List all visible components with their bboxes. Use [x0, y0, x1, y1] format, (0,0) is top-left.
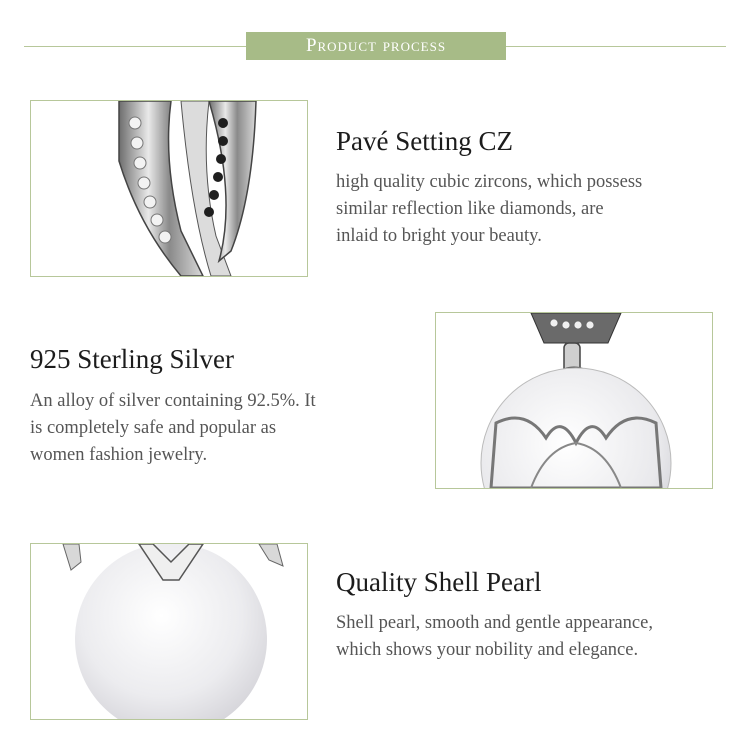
desc-line: similar reflection like diamonds, are — [336, 199, 604, 219]
feature-desc-pearl — [336, 610, 736, 664]
feature-desc-pave — [336, 169, 726, 250]
desc-line: which shows your nobility and elegance. — [336, 640, 639, 660]
desc-line: high quality cubic zircons, which possess — [336, 172, 643, 192]
pave-ring-image — [30, 100, 308, 277]
desc-line: women fashion jewelry. — [30, 445, 208, 465]
desc-line: An alloy of silver containing 92.5%. It — [30, 391, 316, 411]
header-divider-left — [24, 46, 246, 47]
desc-line: Shell pearl, smooth and gentle appearance, — [336, 613, 653, 633]
feature-title-pave: Pavé Setting CZ — [336, 126, 513, 156]
pave-ring-illustration — [31, 101, 307, 276]
shell-pearl-illustration — [31, 544, 307, 719]
desc-line: is completely safe and popular as — [30, 418, 277, 438]
feature-desc-silver — [30, 388, 400, 469]
header-divider-right — [506, 46, 726, 47]
desc-line: inlaid to bright your beauty. — [336, 226, 542, 246]
feature-title-silver: 925 Sterling Silver — [30, 344, 234, 374]
silver-pendant-illustration — [436, 313, 712, 488]
shell-pearl-image — [30, 543, 308, 720]
feature-title-pearl: Quality Shell Pearl — [336, 567, 542, 597]
silver-pendant-image — [435, 312, 713, 489]
section-banner: Product process — [246, 32, 506, 60]
